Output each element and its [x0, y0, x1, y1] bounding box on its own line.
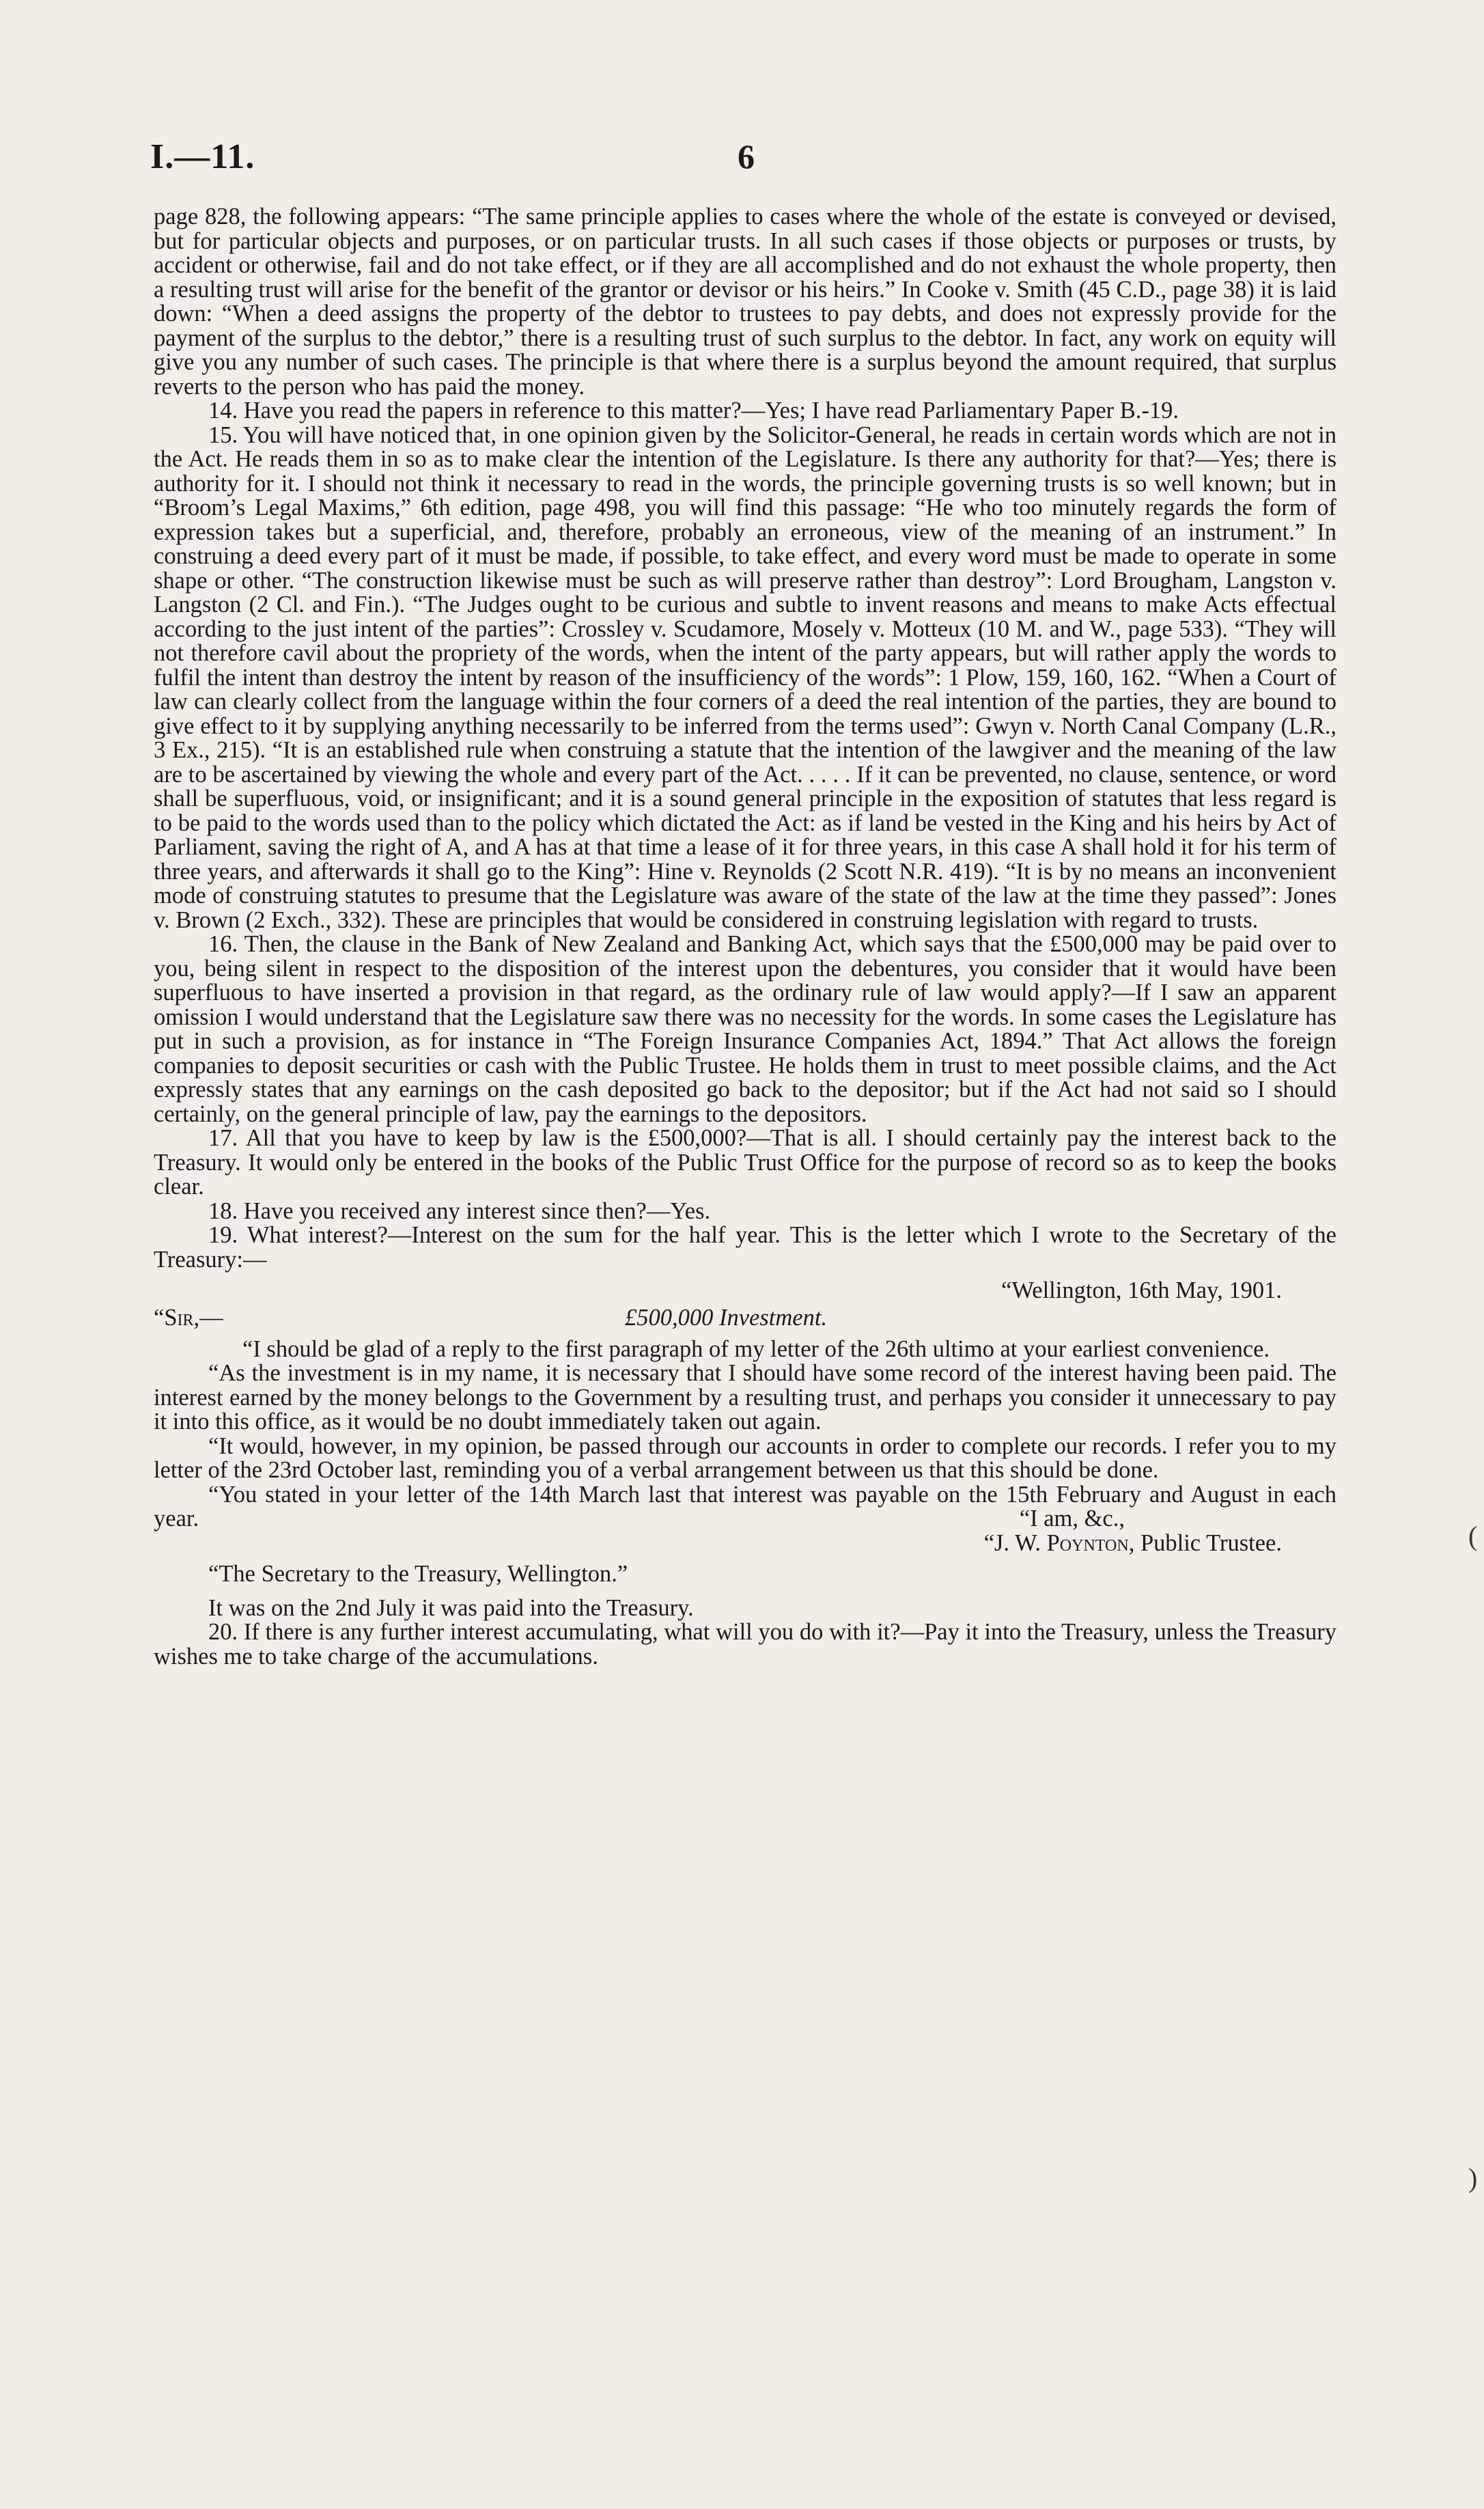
page-header — [150, 137, 1334, 178]
signature-name: Poynton — [1046, 1529, 1129, 1556]
margin-bracket-mark: ) — [1468, 2163, 1478, 2193]
question-17: 17. All that you have to keep by law is the £500,000?—That is all. I should certainly pay the interest back to the Treasury. It would only be entered in the books of the Public Trust Office for the purpose of record so as to keep the books clear. — [154, 1125, 1336, 1200]
letter-closing: “I am, &c., — [1019, 1506, 1125, 1531]
paid-statement: It was on the 2nd July it was paid into the Treasury. — [208, 1594, 694, 1621]
letter-subject: £500,000 Investment. — [625, 1304, 828, 1331]
letter-addressee: “The Secretary to the Treasury, Wellington.” — [208, 1561, 628, 1587]
letter-paragraph-4 — [154, 1483, 1336, 1531]
signature-title: , Public Trustee. — [1128, 1529, 1282, 1556]
document-body — [154, 205, 1336, 1669]
letter-paragraph-2: “As the investment is in my name, it is necessary that I should have some record of the interest having been paid. The interest earned by the money belongs to the Government by a resulting trust, and perhaps you consider it unnecessary to pay it into this office, as it would be no doubt immediately taken out again. — [154, 1360, 1336, 1434]
letter-paragraph-1: “I should be glad of a reply to the first paragraph of my letter of the 26th ultimo at your earliest convenience. — [242, 1335, 1270, 1362]
letter-paragraph-4-text: “You stated in your letter of the 14th March last that interest was payable on the 15th February and August in each year. — [154, 1481, 1336, 1531]
question-15: 15. You will have noticed that, in one opinion given by the Solicitor-General, he reads in certain words which are not in the Act. He reads them in so as to make clear the intention of the Legislature. Is there any authority for that?—Yes; there is authority for it. I should not think it necessary to read in the words, the principle governing trusts is so well known; but in “Broom’s Legal Maxims,” 6th edition, page 498, you will find this passage: “He who too minutely regards the form of expression takes but a superficial, and, therefore, probably an erroneous, view of the meaning of an instrument.” In construing a deed every part of it must be made, if possible, to take effect, and every word must be made to operate in some shape or other. “The construction likewise must be such as will preserve rather than destroy”: Lord Brougham, Langston v. Langston (2 Cl. and Fin.). “The Judges ought to be curious and subtle to invent reasons and means to make Acts effectual according to the just intent of the parties”: Crossley v. Scudamore, Mosely v. Motteux (10 M. and W., page 533). “They will not therefore cavil about the propriety of the words, when the intent of the party appears, but will rather apply the words to fulfil the intent than destroy the intent by reason of the insufficiency of the words”: 1 Plow, 159, 160, 162. “When a Court of law can clearly collect from the language within the four corners of a deed the real intention of the parties, they are bound to give effect to it by supplying anything necessarily to be inferred from the terms used”: Gwyn v. North Canal Company (L.R., 3 Ex., 215). “It is an established rule when construing a statute that the intention of the lawgiver and the meaning of the law are to be ascertained by viewing the whole and every part of the Act. . . . . If it can be prevented, no clause, sentence, or word shall be superfluous, void, or insignificant; and it is a sound general principle in the exposition of statutes that less regard is to be paid to the words used than to the policy which dictated the Act: as if land be vested in the King and his heirs by Act of Parliament, saving the right of A, and A has at that time a lease of it for three years, in this case A shall hold it for his term of three years, and afterwards it shall go to the King”: Hine v. Reynolds (2 Scott N.R. 419). “It is by no means an inconvenient mode of construing statutes to presume that the Legislature was aware of the state of the law at the time they passed”: Jones v. Brown (2 Exch., 332). These are principles that would be considered in construing legislation with regard to trusts. — [154, 421, 1336, 933]
page-number: 6 — [738, 137, 755, 176]
letter-place-date: “Wellington, 16th May, 1901. — [1001, 1277, 1282, 1303]
quoted-letter — [154, 1279, 1336, 1587]
margin-bracket-mark: ( — [1468, 1521, 1478, 1551]
letter-salutation-line — [154, 1306, 1336, 1333]
letter-salutation: “Sir,— — [154, 1304, 223, 1331]
letter-signature — [154, 1531, 1336, 1556]
question-14: 14. Have you read the papers in reference to this matter?—Yes; I have read Parliamentary Paper B.-19. — [208, 398, 1179, 424]
letter-paragraph-3: “It would, however, in my opinion, be passed through our accounts in order to complete our records. I refer you to my letter of the 23rd October last, reminding you of a verbal arrangement between us that this should be done. — [154, 1432, 1336, 1483]
question-18: 18. Have you received any interest since then?—Yes. — [208, 1197, 711, 1224]
signature-initials: “J. W. — [983, 1529, 1041, 1556]
question-19: 19. What interest?—Interest on the sum for the half year. This is the letter which I wrote to the Secretary of the Treasury:— — [154, 1222, 1336, 1273]
paragraph-continuation: page 828, the following appears: “The same principle applies to cases where the whole of the estate is conveyed or devised, but for particular objects and purposes, or on particular trusts. In all such cases if those objects or purposes or trusts, by accident or otherwise, fail and do not take effect, or if they are all accomplished and do not exhaust the whole property, then a resulting trust will arise for the benefit of the grantor or devisor or his heirs.” In Cooke v. Smith (45 C.D., page 38) it is laid down: “When a deed assigns the property of the debtor to trustees to pay debts, and does not expressly provide for the payment of the surplus to the debtor,” there is a resulting trust of such surplus to the debtor. In fact, any work on equity will give you any number of such cases. The principle is that where there is a surplus beyond the amount required, that surplus reverts to the person who has paid the money. — [154, 204, 1336, 400]
document-id: I.—11. — [150, 137, 255, 176]
question-16: 16. Then, the clause in the Bank of New Zealand and Banking Act, which says that the £500,000 may be paid over to you, being silent in respect to the disposition of the interest upon the debentures, you consider that it would have been superfluous to have inserted a provision in that regard, as the ordinary rule of law would apply?—If I saw an apparent omission I would understand that the Legislature saw there was no necessity for the words. In some cases the Legislature has put in such a provision, as for instance in “The Foreign Insurance Companies Act, 1894.” That Act allows the foreign companies to deposit securities or cash with the Public Trustee. He holds them in trust to meet possible claims, and the Act expressly states that any earnings on the cash deposited go back to the depositor; but if the Act had not said so I should certainly, on the general principle of law, pay the earnings to the depositors. — [154, 931, 1336, 1127]
question-20: 20. If there is any further interest accumulating, what will you do with it?—Pay it into the Treasury, unless the Treasury wishes me to take charge of the accumulations. — [154, 1619, 1336, 1669]
